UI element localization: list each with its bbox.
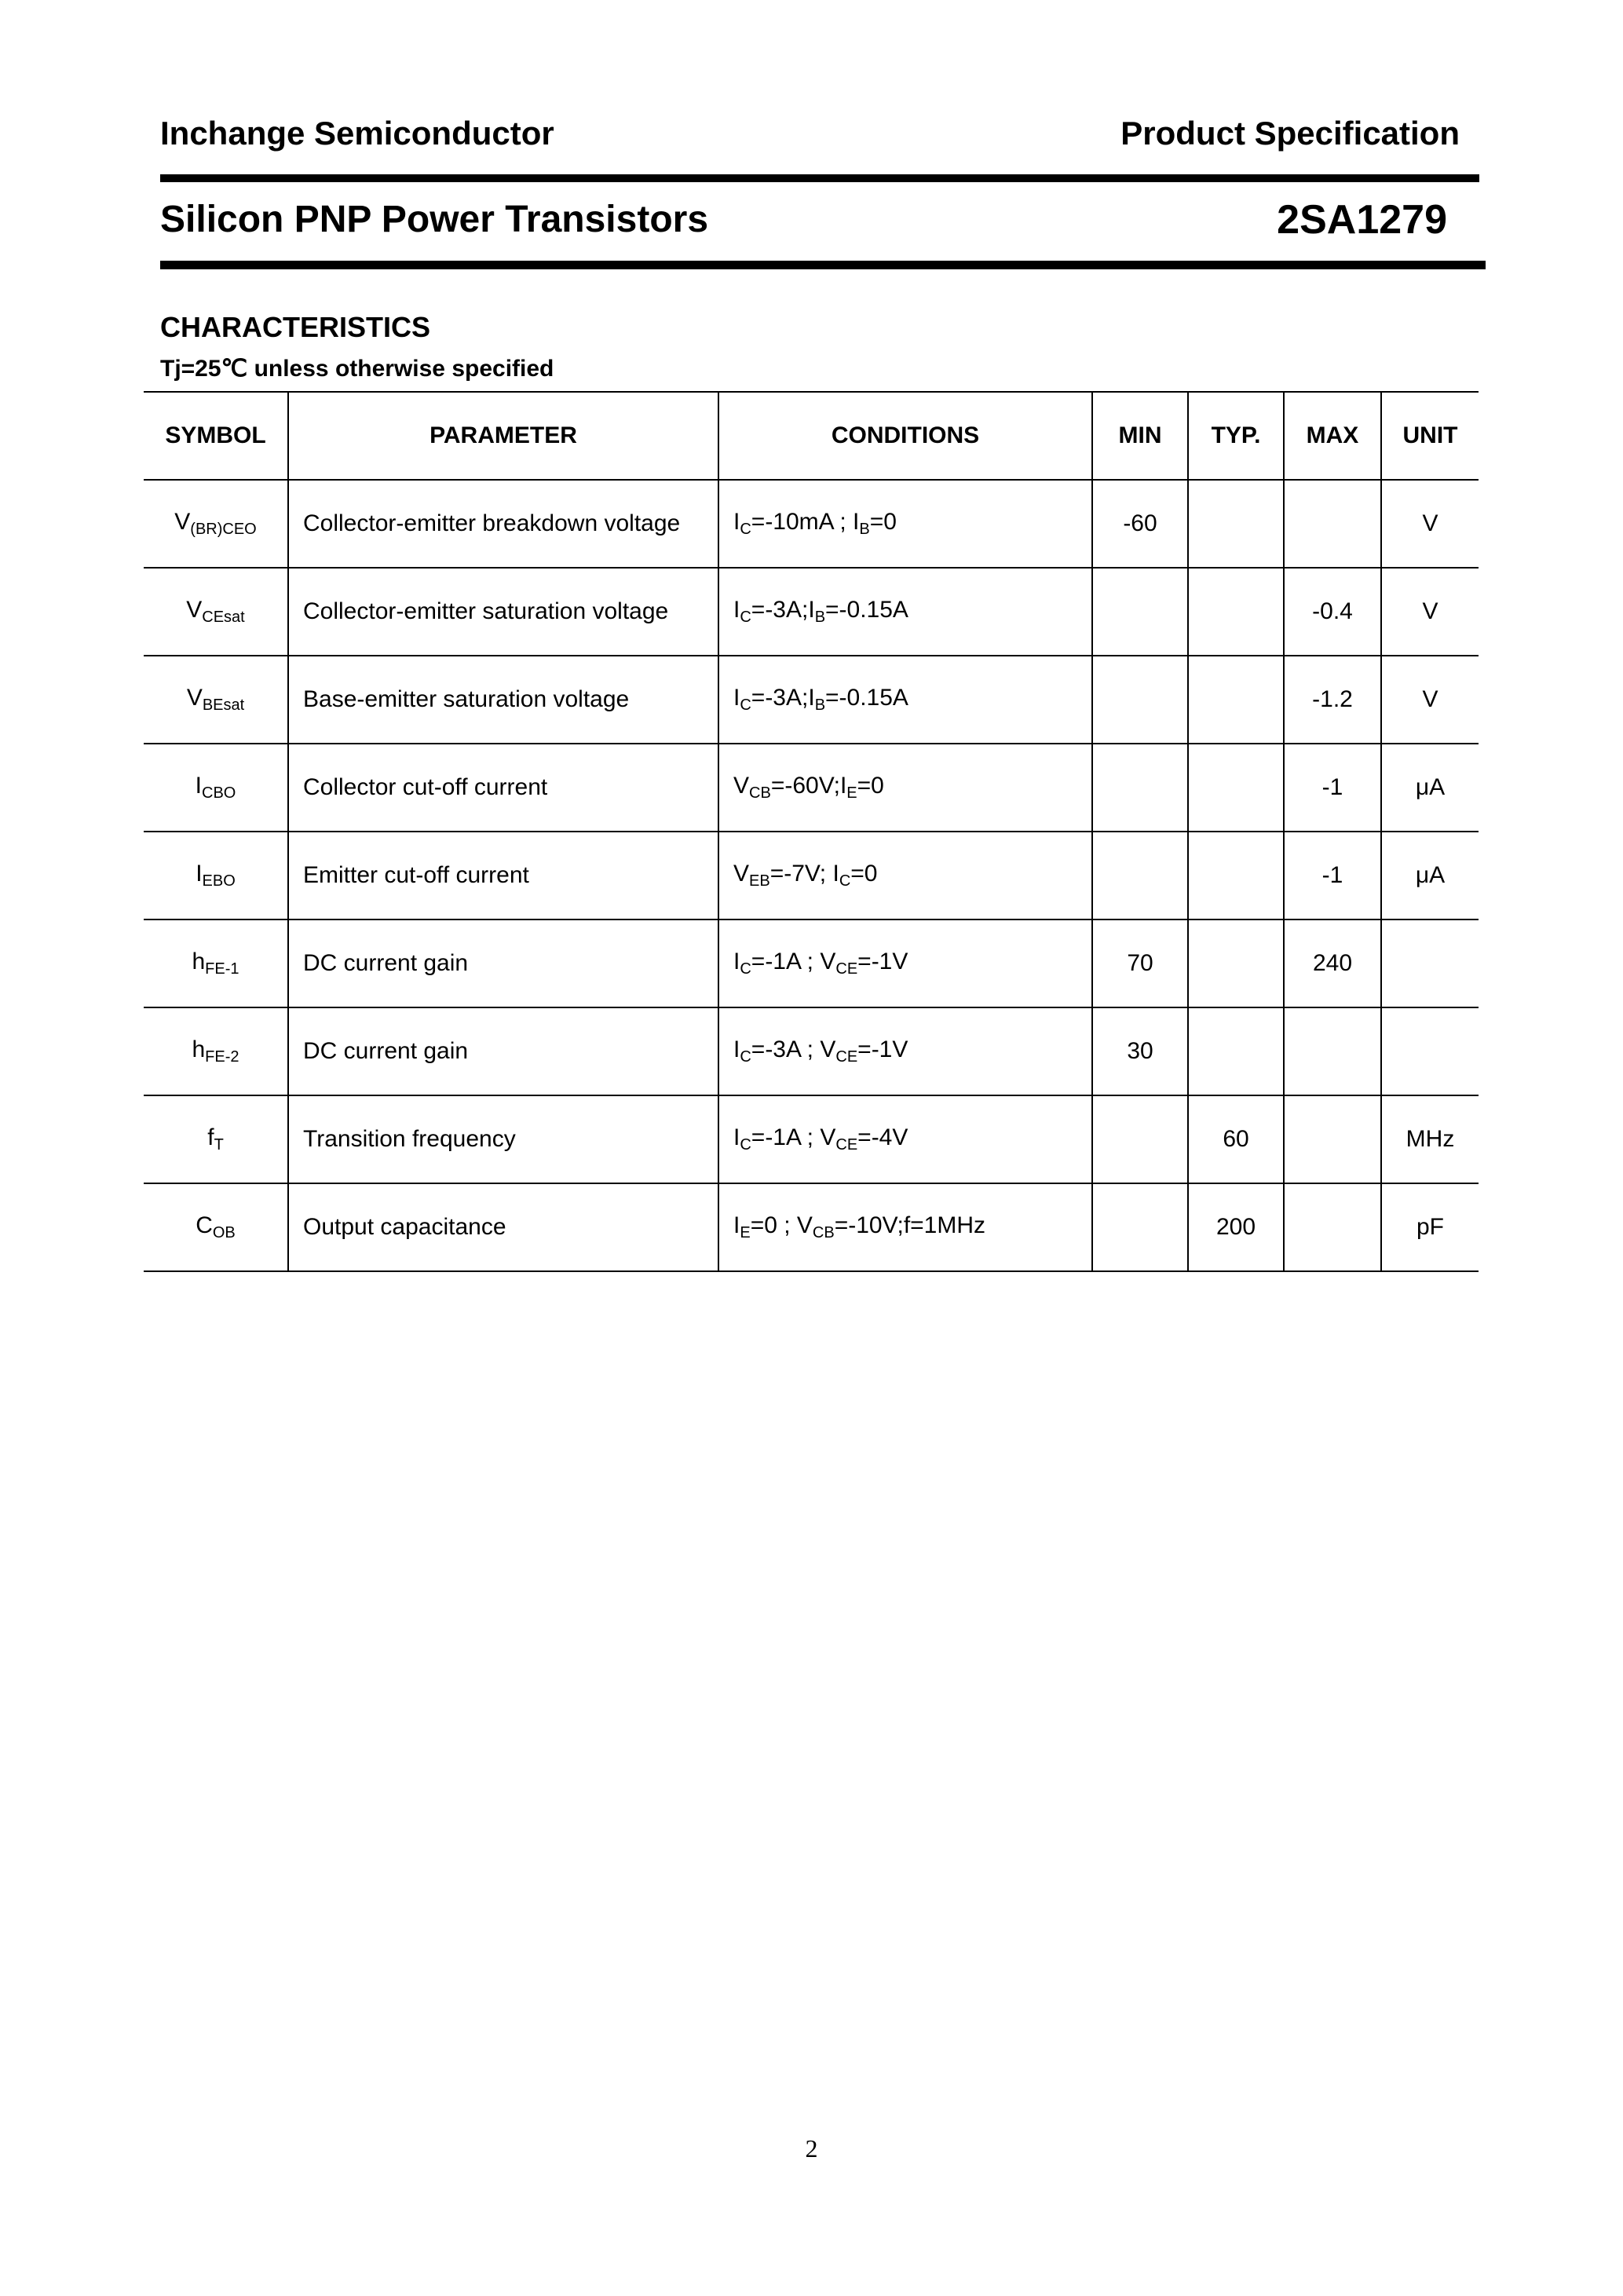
cell-parameter: Emitter cut-off current	[288, 832, 718, 919]
product-title: Silicon PNP Power Transistors	[160, 199, 709, 240]
symbol-subscript: CEsat	[202, 609, 245, 626]
cell-max: 240	[1284, 919, 1381, 1007]
table-body	[144, 480, 1479, 1271]
cell-min	[1092, 568, 1188, 656]
table-row	[144, 1095, 1479, 1183]
cell-parameter: Collector-emitter saturation voltage	[288, 568, 718, 656]
cell-max	[1284, 480, 1381, 568]
company-name: Inchange Semiconductor	[160, 115, 554, 152]
cell-conditions: $V_{CB}=-60V;I_E=0$	[718, 744, 1092, 832]
cell-unit	[1381, 919, 1479, 1007]
document-type: Product Specification	[1120, 115, 1460, 152]
cell-min	[1092, 1095, 1188, 1183]
cell-typ	[1188, 656, 1284, 744]
table-row	[144, 480, 1479, 568]
test-condition-note: Tj=25℃ unless otherwise specified	[160, 356, 554, 382]
cell-parameter: Collector cut-off current	[288, 744, 718, 832]
table-row	[144, 919, 1479, 1007]
header-rule-bottom	[160, 261, 1486, 269]
table-row	[144, 832, 1479, 919]
symbol-subscript: (BR)CEO	[190, 521, 257, 538]
col-header-unit: UNIT	[1381, 392, 1479, 480]
symbol-base: V	[186, 685, 203, 711]
cell-symbol	[144, 1183, 288, 1271]
cell-conditions: $I_C=-1A$ ; $V_{CE}=-1V$	[718, 919, 1092, 1007]
cell-unit: μA	[1381, 744, 1479, 832]
col-header-typ: TYP.	[1188, 392, 1284, 480]
col-header-max: MAX	[1284, 392, 1381, 480]
symbol-subscript: CBO	[202, 784, 236, 802]
col-header-parameter: PARAMETER	[288, 392, 718, 480]
symbol-subscript: EBO	[202, 872, 236, 890]
symbol-base: I	[195, 773, 202, 799]
cell-conditions: $I_C=-10mA$ ; $I_B=0$	[718, 480, 1092, 568]
col-header-min: MIN	[1092, 392, 1188, 480]
cell-symbol	[144, 744, 288, 832]
cell-symbol	[144, 1007, 288, 1095]
cell-symbol	[144, 568, 288, 656]
cell-conditions: $I_C=-3A$ ; $V_{CE}=-1V$	[718, 1007, 1092, 1095]
cell-unit: V	[1381, 480, 1479, 568]
cell-conditions: $V_{EB}=-7V$; $I_C=0$	[718, 832, 1092, 919]
table-row	[144, 1007, 1479, 1095]
col-header-symbol: SYMBOL	[144, 392, 288, 480]
part-number: 2SA1279	[1277, 197, 1447, 243]
symbol-base: h	[192, 1036, 206, 1062]
cell-parameter: Collector-emitter breakdown voltage	[288, 480, 718, 568]
cell-symbol	[144, 919, 288, 1007]
symbol-subscript: FE-2	[205, 1048, 239, 1066]
cell-max: -1	[1284, 832, 1381, 919]
cell-typ	[1188, 480, 1284, 568]
symbol-base: I	[196, 861, 203, 887]
cell-min: -60	[1092, 480, 1188, 568]
cell-typ	[1188, 568, 1284, 656]
cell-unit: V	[1381, 568, 1479, 656]
cell-unit	[1381, 1007, 1479, 1095]
cell-typ	[1188, 919, 1284, 1007]
cell-unit: MHz	[1381, 1095, 1479, 1183]
cell-min	[1092, 656, 1188, 744]
cell-max	[1284, 1183, 1381, 1271]
cell-typ: 200	[1188, 1183, 1284, 1271]
symbol-base: C	[196, 1212, 213, 1238]
symbol-subscript: BEsat	[202, 696, 245, 714]
cell-min: 30	[1092, 1007, 1188, 1095]
table-row	[144, 656, 1479, 744]
symbol-subscript: T	[214, 1136, 224, 1153]
table-row	[144, 744, 1479, 832]
cell-symbol	[144, 832, 288, 919]
col-header-conditions: CONDITIONS	[718, 392, 1092, 480]
cell-parameter: Output capacitance	[288, 1183, 718, 1271]
cell-max	[1284, 1007, 1381, 1095]
cell-unit: μA	[1381, 832, 1479, 919]
cell-typ	[1188, 832, 1284, 919]
cell-typ	[1188, 744, 1284, 832]
header-rule-top	[160, 174, 1479, 182]
cell-conditions: $I_C=-3A;I_B=-0.15A$	[718, 656, 1092, 744]
cell-max: -1.2	[1284, 656, 1381, 744]
symbol-subscript: FE-1	[205, 960, 239, 978]
cell-max: -1	[1284, 744, 1381, 832]
symbol-base: f	[207, 1124, 214, 1150]
cell-parameter: Base-emitter saturation voltage	[288, 656, 718, 744]
table-header-row	[144, 392, 1479, 480]
cell-typ: 60	[1188, 1095, 1284, 1183]
cell-unit: pF	[1381, 1183, 1479, 1271]
cell-parameter: Transition frequency	[288, 1095, 718, 1183]
cell-symbol	[144, 480, 288, 568]
section-title: CHARACTERISTICS	[160, 311, 431, 343]
characteristics-table	[144, 391, 1479, 1272]
cell-symbol	[144, 1095, 288, 1183]
cell-symbol	[144, 656, 288, 744]
cell-max	[1284, 1095, 1381, 1183]
cell-typ	[1188, 1007, 1284, 1095]
symbol-subscript: OB	[212, 1224, 236, 1241]
cell-unit: V	[1381, 656, 1479, 744]
cell-parameter: DC current gain	[288, 919, 718, 1007]
cell-min	[1092, 744, 1188, 832]
symbol-base: h	[192, 949, 206, 974]
cell-conditions: $I_E=0$ ; $V_{CB}=-10V;f=1MHz$	[718, 1183, 1092, 1271]
symbol-base: V	[174, 509, 191, 535]
cell-parameter: DC current gain	[288, 1007, 718, 1095]
cell-max: -0.4	[1284, 568, 1381, 656]
cell-conditions: $I_C=-3A;I_B=-0.15A$	[718, 568, 1092, 656]
cell-min	[1092, 1183, 1188, 1271]
cell-min: 70	[1092, 919, 1188, 1007]
symbol-base: V	[186, 597, 203, 623]
page-number: 2	[805, 2134, 818, 2163]
table-row	[144, 568, 1479, 656]
cell-min	[1092, 832, 1188, 919]
table-row	[144, 1183, 1479, 1271]
cell-conditions: $I_C=-1A$ ; $V_{CE}=-4V$	[718, 1095, 1092, 1183]
